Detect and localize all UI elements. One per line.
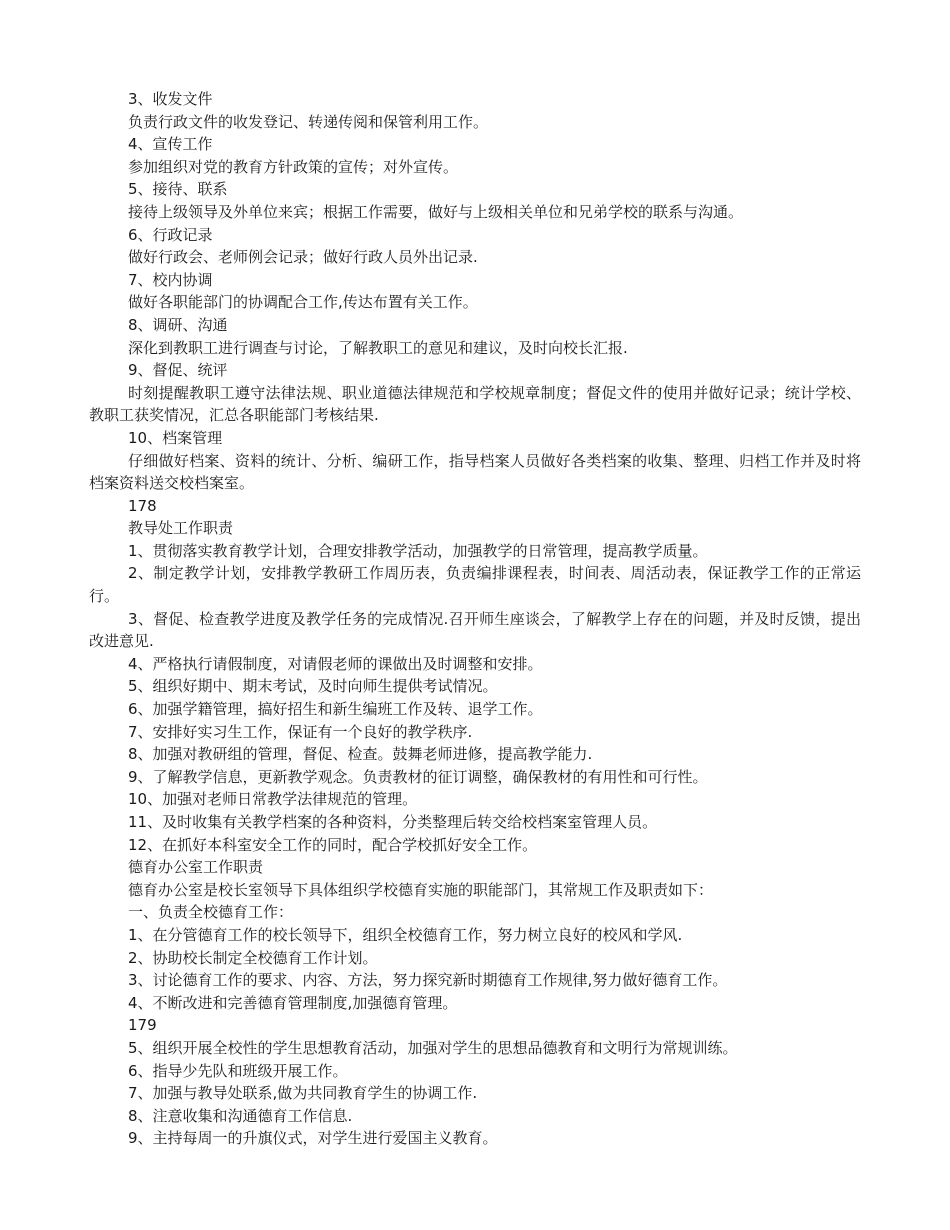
text-line: 7、校内协调 (128, 270, 213, 289)
text-line: 7、加强与教导处联系,做为共同教育学生的协调工作. (128, 1084, 478, 1103)
text-line: 10、档案管理 (128, 428, 223, 447)
text-line: 1、贯彻落实教育教学计划，合理安排教学活动，加强教学的日常管理，提高教学质量。 (128, 541, 708, 560)
text-line: 5、接待、联系 (128, 180, 228, 199)
text-line: 2、制定教学计划，安排教学教研工作周历表，负责编排课程表，时间表、周活动表，保证教学工作的正常运行。 (89, 564, 861, 606)
text-line: 3、讨论德育工作的要求、内容、方法，努力探究新时期德育工作规律,努力做好德育工作。 (128, 971, 728, 990)
text-line: 深化到教职工进行调查与讨论，了解教职工的意见和建议，及时向校长汇报. (128, 338, 628, 357)
text-line: 7、安排好实习生工作，保证有一个良好的教学秩序. (128, 722, 473, 741)
text-line: 9、了解教学信息，更新教学观念。负责教材的征订调整，确保教材的有用性和可行性。 (128, 767, 708, 786)
text-line: 时刻提醒教职工遵守法律法规、职业道德法律规范和学校规章制度；督促文件的使用并做好记录；统计学校、教职工获奖情况，汇总各职能部门考核结果. (89, 383, 861, 425)
text-line: 做好各职能部门的协调配合工作,传达布置有关工作。 (128, 293, 478, 312)
text-line: 2、协助校长制定全校德育工作计划。 (128, 948, 378, 967)
text-line: 3、督促、检查教学进度及教学任务的完成情况.召开师生座谈会，了解教学上存在的问题，并及时反馈，提出改进意见. (89, 609, 861, 651)
text-line: 4、严格执行请假制度，对请假老师的课做出及时调整和安排。 (128, 654, 543, 673)
text-line: 12、在抓好本科室安全工作的同时，配合学校抓好安全工作。 (128, 835, 538, 854)
text-line: 10、加强对老师日常教学法律规范的管理。 (128, 790, 418, 809)
text-line: 3、收发文件 (128, 90, 213, 108)
text-line: 5、组织好期中、期末考试，及时向师生提供考试情况。 (128, 677, 498, 696)
text-line: 6、行政记录 (128, 225, 213, 244)
text-line: 8、调研、沟通 (128, 315, 228, 334)
text-line: 仔细做好档案、资料的统计、分析、编研工作，指导档案人员做好各类档案的收集、整理、归档工作并及时将档案资料送交校档案室。 (89, 451, 861, 493)
text-line: 9、督促、统评 (128, 361, 228, 380)
text-line: 教导处工作职责 (128, 519, 234, 538)
text-line: 179 (128, 1016, 157, 1035)
text-line: 9、主持每周一的升旗仪式，对学生进行爱国主义教育。 (128, 1129, 498, 1148)
text-line: 德育办公室工作职责 (128, 858, 264, 877)
text-line: 178 (128, 496, 157, 515)
document-page (89, 88, 861, 1150)
text-line: 1、在分管德育工作的校长领导下，组织全校德育工作，努力树立良好的校风和学风. (128, 925, 683, 944)
text-line: 德育办公室是校长室领导下具体组织学校德育实施的职能部门，其常规工作及职责如下： (128, 880, 714, 899)
text-line: 8、加强对教研组的管理，督促、检查。鼓舞老师进修，提高教学能力. (128, 745, 593, 764)
text-line: 5、组织开展全校性的学生思想教育活动，加强对学生的思想品德教育和文明行为常规训练。 (128, 1038, 738, 1057)
text-line: 8、注意收集和沟通德育工作信息. (128, 1106, 353, 1125)
text-line: 负责行政文件的收发登记、转递传阅和保管利用工作。 (128, 112, 489, 131)
text-line: 一、负责全校德育工作： (128, 903, 294, 922)
text-line: 6、加强学籍管理，搞好招生和新生编班工作及转、退学工作。 (128, 700, 543, 719)
text-line: 4、不断改进和完善德育管理制度,加强德育管理。 (128, 993, 458, 1012)
text-line: 做好行政会、老师例会记录；做好行政人员外出记录. (128, 248, 478, 267)
text-line: 参加组织对党的教育方针政策的宣传；对外宣传。 (128, 157, 459, 176)
text-line: 6、指导少先队和班级开展工作。 (128, 1061, 348, 1080)
text-line: 4、宣传工作 (128, 135, 213, 154)
text-line: 接待上级领导及外单位来宾；根据工作需要，做好与上级相关单位和兄弟学校的联系与沟通。 (128, 202, 744, 221)
text-line: 11、及时收集有关教学档案的各种资料，分类整理后转交给校档案室管理人员。 (128, 813, 658, 831)
